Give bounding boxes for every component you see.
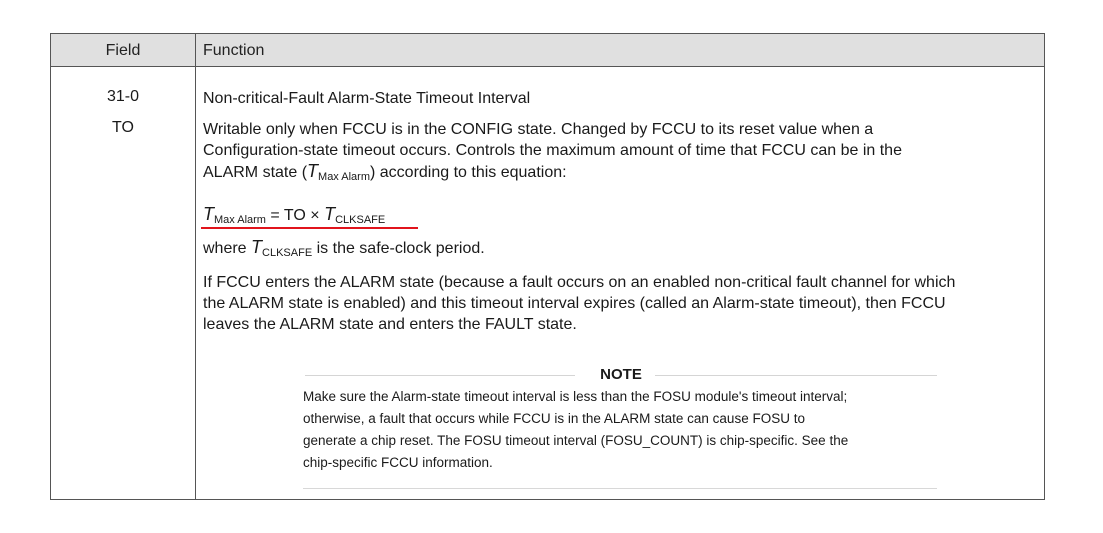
field-description-title: Non-critical-Fault Alarm-State Timeout Interval	[203, 90, 531, 107]
header-function: Function	[203, 42, 265, 59]
field-description-para3	[203, 272, 1041, 335]
para3-line1: If FCCU enters the ALARM state (because a fault occurs on an enabled non-critical fault channel for which	[203, 274, 956, 291]
where-t-symbol: T	[251, 237, 263, 257]
where-pre: where	[203, 240, 252, 257]
header-field: Field	[105, 42, 141, 59]
note-line2: otherwise, a fault that occurs while FCCU is in the ALARM state can cause FOSU to	[303, 411, 805, 426]
note-body	[303, 386, 943, 474]
eq-subscript-1: Max Alarm	[214, 214, 266, 226]
para1-line3	[203, 161, 1041, 188]
where-post: is the safe-clock period.	[312, 240, 485, 257]
note-title	[305, 366, 937, 383]
para3-line3: leaves the ALARM state and enters the FAULT state.	[203, 316, 577, 333]
where-clause	[203, 237, 1041, 264]
para1-line3-pre: ALARM state (	[203, 164, 308, 181]
table-header	[51, 34, 1044, 67]
column-divider	[195, 34, 196, 499]
register-field-table	[50, 33, 1045, 500]
note-line3: generate a chip reset. The FOSU timeout interval (FOSU_COUNT) is chip-specific. See the	[303, 433, 849, 448]
eq-middle: = TO ×	[265, 207, 325, 224]
para1-line2: Configuration-state timeout occurs. Controls the maximum amount of time that FCCU can be in the	[203, 142, 902, 159]
note-line4: chip-specific FCCU information.	[303, 455, 493, 470]
field-description-para1	[203, 119, 1041, 188]
eq-t-symbol-1: T	[203, 204, 214, 224]
equation-underline	[201, 227, 418, 229]
max-alarm-subscript: Max Alarm	[318, 171, 370, 183]
where-subscript: CLKSAFE	[262, 247, 313, 259]
para3-line2: the ALARM state is enabled) and this timeout interval expires (called an Alarm-state timeout), then FCCU	[203, 295, 946, 312]
eq-subscript-2: CLKSAFE	[335, 214, 386, 226]
note-bottom-rule	[303, 488, 937, 489]
note-label: NOTE	[592, 366, 650, 383]
eq-t-symbol-2: T	[324, 204, 336, 224]
note-line1: Make sure the Alarm-state timeout interval is less than the FOSU module's timeout interval;	[303, 389, 848, 404]
field-name: TO	[112, 119, 134, 136]
t-symbol: T	[307, 161, 319, 181]
para1-line3-post: ) according to this equation:	[370, 164, 567, 181]
field-bits: 31-0	[106, 88, 140, 105]
para1-line1: Writable only when FCCU is in the CONFIG state. Changed by FCCU to its reset value when a	[203, 121, 874, 138]
